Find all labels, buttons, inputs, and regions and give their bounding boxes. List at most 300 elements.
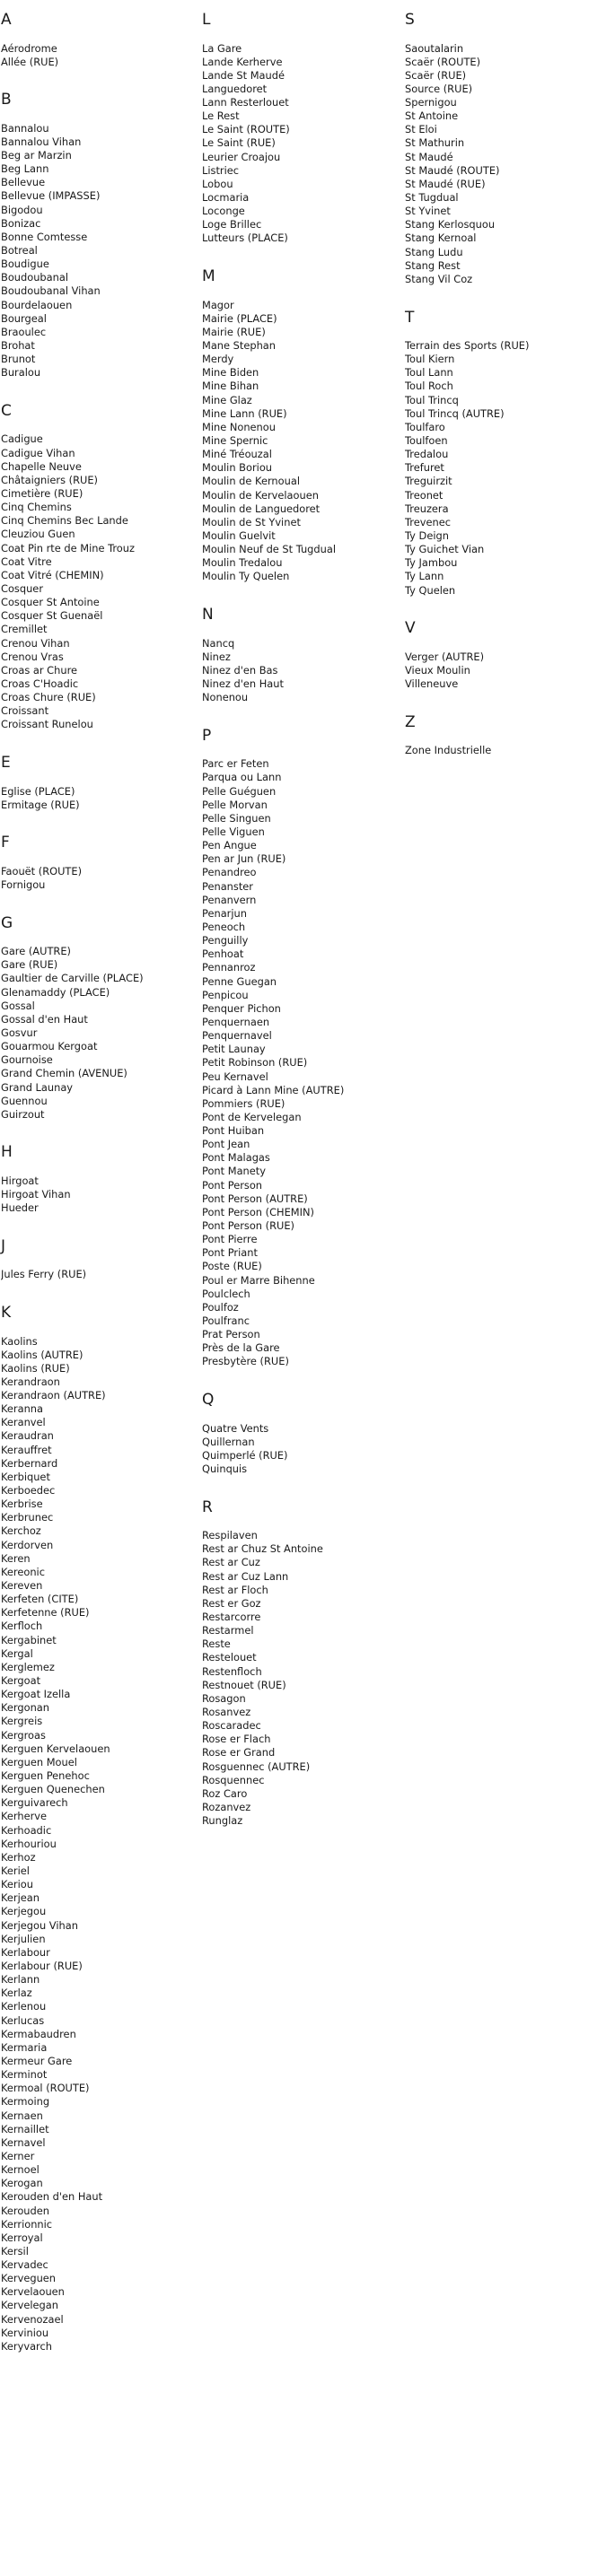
- street-list-item: [1, 1000, 198, 1013]
- street-link[interactable]: Kerchoz: [1, 1524, 41, 1538]
- street-link[interactable]: Kerviniou: [1, 2326, 49, 2339]
- street-list-item: [1, 1188, 198, 1201]
- street-link[interactable]: Cadigue: [1, 432, 43, 446]
- street-link[interactable]: Kergroas: [1, 1728, 46, 1742]
- street-link[interactable]: Croas C'Hoadic: [1, 677, 79, 690]
- street-link[interactable]: Croissant: [1, 704, 49, 718]
- street-link[interactable]: Cadigue Vihan: [1, 446, 75, 459]
- street-link[interactable]: Hirgoat Vihan: [1, 1188, 71, 1201]
- street-link[interactable]: Bannalou: [1, 121, 49, 135]
- street-link[interactable]: Terrain des Sports (RUE): [405, 339, 530, 353]
- street-link[interactable]: Ty Deign: [405, 529, 449, 542]
- street-link[interactable]: Keranvel: [1, 1416, 46, 1429]
- street-link[interactable]: Lande Kerherve: [202, 55, 283, 68]
- street-link[interactable]: Chapelle Neuve: [1, 459, 82, 473]
- street-link[interactable]: Stang Rest: [405, 258, 461, 272]
- street-link[interactable]: Treuzera: [405, 502, 449, 515]
- street-link[interactable]: Kerjean: [1, 1891, 40, 1905]
- street-link[interactable]: Lobou: [202, 177, 233, 190]
- street-list-item: [405, 366, 602, 380]
- street-link[interactable]: Pen Angue: [202, 839, 257, 852]
- street-link[interactable]: Keranna: [1, 1402, 43, 1416]
- street-link[interactable]: Loconge: [202, 205, 245, 218]
- street-link[interactable]: Kermeur Gare: [1, 2054, 73, 2067]
- street-link[interactable]: Kerguen Kervelaouen: [1, 1742, 110, 1755]
- street-link[interactable]: Le Saint (ROUTE): [202, 123, 290, 136]
- street-link[interactable]: Kermoing: [1, 2095, 50, 2109]
- street-link[interactable]: St Maudé (RUE): [405, 177, 486, 190]
- street-link[interactable]: Gossal: [1, 999, 35, 1012]
- street-link[interactable]: Treonet: [405, 488, 444, 502]
- street-link[interactable]: Keryvarch: [1, 2339, 52, 2353]
- street-link[interactable]: Bonizac: [1, 216, 41, 230]
- street-link[interactable]: Kergoat: [1, 1674, 41, 1688]
- street-link[interactable]: Rest ar Cuz Lann: [202, 1569, 289, 1583]
- street-link[interactable]: Gaultier de Carville (PLACE): [1, 972, 144, 985]
- street-link[interactable]: Scaër (RUE): [405, 68, 467, 82]
- street-link[interactable]: Bellevue (IMPASSE): [1, 189, 101, 203]
- street-link[interactable]: Kerandraon: [1, 1375, 60, 1388]
- street-link[interactable]: Parqua ou Lann: [202, 771, 282, 784]
- street-link[interactable]: St Mathurin: [405, 136, 465, 150]
- street-link[interactable]: Kerlann: [1, 1973, 40, 1987]
- street-link[interactable]: Kernoel: [1, 2163, 40, 2177]
- street-link[interactable]: Cinq Chemins Bec Lande: [1, 514, 128, 528]
- street-link[interactable]: Kerandraon (AUTRE): [1, 1389, 106, 1402]
- street-link[interactable]: Pommiers (RUE): [202, 1096, 285, 1110]
- street-link[interactable]: Penpicou: [202, 988, 249, 1001]
- street-link[interactable]: Coat Pin rte de Mine Trouz: [1, 541, 135, 554]
- street-link[interactable]: Poulclech: [202, 1287, 250, 1300]
- street-link[interactable]: Rosagon: [202, 1691, 246, 1705]
- street-link[interactable]: Penhoat: [202, 947, 244, 961]
- street-link[interactable]: Kerherve: [1, 1810, 48, 1823]
- street-link[interactable]: Poulfoz: [202, 1300, 239, 1314]
- street-link[interactable]: Toul Roch: [405, 380, 453, 393]
- street-link[interactable]: Kerhoz: [1, 1850, 36, 1864]
- street-link[interactable]: Cinq Chemins: [1, 501, 72, 514]
- street-link[interactable]: Gossal d'en Haut: [1, 1012, 88, 1026]
- street-link[interactable]: Bourgeal: [1, 311, 47, 325]
- street-link[interactable]: Boudoubanal: [1, 271, 68, 284]
- street-link[interactable]: Kerbrunec: [1, 1511, 54, 1524]
- street-link[interactable]: Keren: [1, 1551, 31, 1565]
- street-link[interactable]: Jules Ferry (RUE): [1, 1268, 87, 1281]
- street-link[interactable]: Moulin Neuf de St Tugdual: [202, 543, 337, 556]
- street-link[interactable]: La Gare: [202, 41, 242, 55]
- street-link[interactable]: Rozanvez: [202, 1800, 251, 1813]
- street-link[interactable]: Kereven: [1, 1579, 43, 1593]
- street-link[interactable]: Cimetière (RUE): [1, 487, 83, 501]
- street-link[interactable]: Kerogan: [1, 2177, 43, 2190]
- street-link[interactable]: Brunot: [1, 353, 36, 366]
- street-link[interactable]: Pont de Kervelegan: [202, 1110, 302, 1123]
- street-link[interactable]: Ty Jambou: [405, 556, 458, 570]
- street-link[interactable]: Miné Tréouzal: [202, 448, 272, 461]
- street-link[interactable]: Scaër (ROUTE): [405, 55, 481, 68]
- street-link[interactable]: Prat Person: [202, 1328, 260, 1341]
- street-link[interactable]: Restnouet (RUE): [202, 1678, 286, 1691]
- street-link[interactable]: Buralou: [1, 366, 41, 380]
- street-link[interactable]: Stang Vil Coz: [405, 272, 473, 285]
- street-link[interactable]: Presbytère (RUE): [202, 1355, 289, 1368]
- street-link[interactable]: Ty Lann: [405, 570, 444, 583]
- street-link[interactable]: Crenou Vihan: [1, 636, 70, 650]
- street-link[interactable]: Pont Person (RUE): [202, 1219, 294, 1233]
- street-link[interactable]: Bonne Comtesse: [1, 230, 88, 243]
- street-link[interactable]: Rose er Grand: [202, 1746, 276, 1760]
- street-link[interactable]: Kaolins (AUTRE): [1, 1348, 83, 1361]
- street-link[interactable]: Penquer Pichon: [202, 1001, 281, 1015]
- street-link[interactable]: Villeneuve: [405, 677, 459, 690]
- street-link[interactable]: Pennanroz: [202, 961, 256, 974]
- street-link[interactable]: Saoutalarin: [405, 41, 464, 55]
- street-link[interactable]: Kerfetenne (RUE): [1, 1606, 90, 1620]
- street-link[interactable]: Penquernaen: [202, 1015, 270, 1028]
- street-link[interactable]: Nonenou: [202, 691, 249, 704]
- street-link[interactable]: Bigodou: [1, 203, 43, 216]
- street-link[interactable]: Braoulec: [1, 325, 47, 338]
- street-link[interactable]: Rest ar Floch: [202, 1583, 268, 1596]
- street-link[interactable]: Respilaven: [202, 1529, 258, 1542]
- street-link[interactable]: Mine Bihan: [202, 380, 259, 393]
- street-link[interactable]: Kerouden d'en Haut: [1, 2190, 103, 2204]
- street-link[interactable]: Languedoret: [202, 82, 268, 95]
- street-list-item: [202, 1733, 400, 1746]
- street-link[interactable]: Loge Brillec: [202, 218, 262, 231]
- street-link[interactable]: Bellevue: [1, 176, 46, 189]
- street-link[interactable]: Lutteurs (PLACE): [202, 231, 288, 245]
- street-link[interactable]: Kerhoadic: [1, 1823, 52, 1837]
- street-link[interactable]: Penquernavel: [202, 1029, 272, 1043]
- street-link[interactable]: Cosquer St Antoine: [1, 596, 100, 609]
- street-link[interactable]: Kergreis: [1, 1715, 43, 1728]
- street-link[interactable]: Pont Manety: [202, 1165, 266, 1178]
- street-link[interactable]: Stang Ludu: [405, 245, 463, 258]
- street-link[interactable]: Kermaria: [1, 2040, 48, 2054]
- street-link[interactable]: Merdy: [202, 353, 234, 366]
- street-link[interactable]: Peneoch: [202, 920, 246, 933]
- street-link[interactable]: Guennou: [1, 1094, 48, 1107]
- street-link[interactable]: Kerdorven: [1, 1538, 54, 1551]
- street-link[interactable]: Rosanvez: [202, 1705, 251, 1718]
- street-link[interactable]: Kersil: [1, 2244, 29, 2257]
- street-link[interactable]: Penarjun: [202, 906, 247, 920]
- street-link[interactable]: Brohat: [1, 339, 35, 353]
- street-list-item: [1, 718, 198, 731]
- street-link[interactable]: Mine Lann (RUE): [202, 406, 287, 420]
- street-link[interactable]: Moulin de St Yvinet: [202, 515, 301, 528]
- street-link[interactable]: Rosquennec: [202, 1773, 265, 1786]
- street-link[interactable]: Kereonic: [1, 1565, 45, 1578]
- street-link[interactable]: Mairie (PLACE): [202, 311, 277, 325]
- street-link[interactable]: Restelouet: [202, 1651, 257, 1664]
- street-link[interactable]: Boudoubanal Vihan: [1, 284, 101, 298]
- street-link[interactable]: Pelle Morvan: [202, 798, 268, 811]
- street-link[interactable]: Gournoise: [1, 1053, 53, 1067]
- street-link[interactable]: Fornigou: [1, 878, 46, 891]
- street-link[interactable]: Cosquer: [1, 582, 43, 595]
- street-link[interactable]: Allée (RUE): [1, 55, 59, 68]
- street-link[interactable]: Kergal: [1, 1646, 33, 1660]
- street-link[interactable]: Kerjulien: [1, 1932, 46, 1945]
- street-link[interactable]: St Eloi: [405, 123, 437, 136]
- street-link[interactable]: Gosvur: [1, 1026, 38, 1039]
- street-link[interactable]: Kergabinet: [1, 1633, 57, 1646]
- street-link[interactable]: St Maudé: [405, 150, 453, 163]
- street-link[interactable]: Restenfloch: [202, 1664, 262, 1678]
- street-link[interactable]: Poul er Marre Bihenne: [202, 1273, 315, 1287]
- street-link[interactable]: Kerbernard: [1, 1456, 58, 1470]
- street-link[interactable]: Rose er Flach: [202, 1733, 271, 1746]
- street-link[interactable]: Vieux Moulin: [405, 663, 470, 677]
- street-link[interactable]: Beg Lann: [1, 162, 49, 176]
- street-link[interactable]: Kerguivarech: [1, 1796, 68, 1810]
- street-link[interactable]: Kerboedec: [1, 1484, 56, 1498]
- street-link[interactable]: Quimperlé (RUE): [202, 1448, 288, 1462]
- street-link[interactable]: Kaolins (RUE): [1, 1361, 70, 1375]
- street-link[interactable]: Mine Spernic: [202, 434, 268, 448]
- street-link[interactable]: Glenamaddy (PLACE): [1, 985, 110, 999]
- street-link[interactable]: Picard à Lann Mine (AUTRE): [202, 1083, 345, 1096]
- street-link[interactable]: Lann Resterlouet: [202, 96, 289, 109]
- street-link[interactable]: Penanster: [202, 879, 253, 893]
- street-link[interactable]: Kervadec: [1, 2258, 48, 2272]
- street-link[interactable]: Le Saint (RUE): [202, 136, 276, 150]
- street-link[interactable]: Penanvern: [202, 893, 257, 906]
- street-link[interactable]: Kerfeten (CITE): [1, 1593, 79, 1606]
- street-link[interactable]: Kerlucas: [1, 2013, 45, 2027]
- street-link[interactable]: Moulin de Kervelaouen: [202, 488, 319, 502]
- street-link[interactable]: Kergoat Izella: [1, 1688, 71, 1701]
- street-link[interactable]: Mairie (RUE): [202, 325, 266, 338]
- street-link[interactable]: Roz Caro: [202, 1786, 248, 1800]
- street-link[interactable]: Parc er Feten: [202, 757, 269, 771]
- street-link[interactable]: Kerguen Penehoc: [1, 1769, 90, 1782]
- street-link[interactable]: Eglise (PLACE): [1, 784, 75, 798]
- street-link[interactable]: Petit Launay: [202, 1043, 266, 1056]
- street-link[interactable]: Quatre Vents: [202, 1421, 269, 1435]
- street-link[interactable]: Près de la Gare: [202, 1341, 280, 1355]
- street-link[interactable]: Coat Vitre: [1, 554, 52, 568]
- street-link[interactable]: St Maudé (ROUTE): [405, 163, 500, 177]
- street-link[interactable]: Zone Industrielle: [405, 744, 492, 757]
- street-link[interactable]: Mine Nonenou: [202, 420, 276, 433]
- street-link[interactable]: Toul Trincq (AUTRE): [405, 406, 505, 420]
- street-link[interactable]: Pelle Viguen: [202, 825, 265, 838]
- street-link[interactable]: Guirzout: [1, 1107, 45, 1121]
- street-link[interactable]: Ty Quelen: [405, 583, 456, 597]
- street-link[interactable]: Kerlabour: [1, 1945, 50, 1959]
- street-link[interactable]: Le Rest: [202, 109, 240, 123]
- street-link[interactable]: Poulfranc: [202, 1314, 250, 1328]
- street-link[interactable]: Aérodrome: [1, 41, 57, 55]
- street-link[interactable]: Poste (RUE): [202, 1260, 262, 1273]
- street-link[interactable]: Leurier Croajou: [202, 150, 281, 163]
- street-link[interactable]: Pelle Singuen: [202, 811, 271, 825]
- street-link[interactable]: Pont Malagas: [202, 1151, 270, 1165]
- street-link[interactable]: Penne Guegan: [202, 974, 277, 988]
- street-link[interactable]: Ninez d'en Haut: [202, 677, 284, 690]
- street-link[interactable]: Kervelegan: [1, 2299, 58, 2312]
- street-link[interactable]: Châtaigniers (RUE): [1, 473, 98, 486]
- street-link[interactable]: Kerhouriou: [1, 1837, 57, 1850]
- street-link[interactable]: Keriel: [1, 1864, 30, 1877]
- street-link[interactable]: Kerglemez: [1, 1660, 55, 1673]
- street-link[interactable]: Reste: [202, 1637, 231, 1651]
- street-link[interactable]: Kerjegou Vihan: [1, 1918, 78, 1932]
- street-link[interactable]: Tredalou: [405, 448, 449, 461]
- street-link[interactable]: St Antoine: [405, 109, 459, 123]
- street-link[interactable]: Kerbrise: [1, 1498, 43, 1511]
- street-link[interactable]: St Yvinet: [405, 205, 451, 218]
- street-link[interactable]: Crenou Vras: [1, 650, 64, 663]
- street-link[interactable]: Kermabaudren: [1, 2027, 76, 2040]
- street-link[interactable]: Restarmel: [202, 1624, 254, 1637]
- street-link[interactable]: Croas Chure (RUE): [1, 691, 96, 704]
- street-link[interactable]: Lande St Maudé: [202, 68, 285, 82]
- street-link[interactable]: Kervelaouen: [1, 2285, 65, 2299]
- street-link[interactable]: Nancq: [202, 636, 235, 650]
- street-link[interactable]: Rest ar Cuz: [202, 1556, 260, 1569]
- street-link[interactable]: Ninez d'en Bas: [202, 663, 278, 677]
- street-link[interactable]: Trefuret: [405, 461, 444, 475]
- street-link[interactable]: Pont Huiban: [202, 1124, 265, 1138]
- street-link[interactable]: Gare (RUE): [1, 958, 58, 972]
- street-link[interactable]: Verger (AUTRE): [405, 650, 485, 663]
- street-link[interactable]: Kerrionnic: [1, 2217, 53, 2231]
- street-link[interactable]: Moulin Boriou: [202, 461, 273, 475]
- street-link[interactable]: Toul Kiern: [405, 353, 455, 366]
- street-link[interactable]: Kerfloch: [1, 1620, 43, 1633]
- street-link[interactable]: Mine Biden: [202, 366, 259, 380]
- street-link[interactable]: Bourdelaouen: [1, 298, 73, 311]
- street-link[interactable]: Gare (AUTRE): [1, 945, 71, 958]
- street-link[interactable]: Faouët (ROUTE): [1, 864, 83, 878]
- street-link[interactable]: Moulin Guelvit: [202, 529, 276, 542]
- street-link[interactable]: Cremillet: [1, 623, 48, 636]
- street-link[interactable]: Ermitage (RUE): [1, 798, 80, 811]
- street-link[interactable]: Moulin de Kernoual: [202, 475, 300, 488]
- street-link[interactable]: Mane Stephan: [202, 339, 277, 353]
- street-link[interactable]: Stang Kernoal: [405, 231, 477, 245]
- street-link[interactable]: Bannalou Vihan: [1, 135, 82, 148]
- street-link[interactable]: Restarcorre: [202, 1611, 261, 1623]
- street-link[interactable]: Petit Robinson (RUE): [202, 1056, 308, 1070]
- street-link[interactable]: Kerveguen: [1, 2272, 57, 2285]
- street-link[interactable]: Kerbiquet: [1, 1470, 50, 1483]
- street-link[interactable]: Pont Priant: [202, 1246, 258, 1260]
- street-link[interactable]: Moulin de Languedoret: [202, 502, 321, 515]
- street-link[interactable]: Croissant Runelou: [1, 718, 93, 731]
- street-list-item: [1, 1095, 198, 1108]
- street-link[interactable]: Pont Person (CHEMIN): [202, 1205, 314, 1218]
- street-link[interactable]: Beg ar Marzin: [1, 149, 72, 162]
- street-link[interactable]: Kerlenou: [1, 2000, 47, 2013]
- street-link[interactable]: Kerlabour (RUE): [1, 1959, 83, 1972]
- street-link[interactable]: Rosguennec (AUTRE): [202, 1760, 311, 1773]
- street-link[interactable]: Roscaradec: [202, 1719, 261, 1733]
- street-link[interactable]: Peu Kernavel: [202, 1070, 268, 1083]
- street-link[interactable]: Keraudran: [1, 1429, 54, 1443]
- street-link[interactable]: Penguilly: [202, 934, 249, 947]
- street-link[interactable]: Kerjegou: [1, 1905, 47, 1918]
- street-link[interactable]: Kerlaz: [1, 1987, 32, 2000]
- street-link[interactable]: Quinquis: [202, 1463, 248, 1476]
- street-link[interactable]: Pont Person: [202, 1178, 263, 1192]
- street-link[interactable]: Stang Kerlosquou: [405, 218, 496, 231]
- street-link[interactable]: Cosquer St Guenaël: [1, 609, 103, 623]
- street-link[interactable]: Trevenec: [405, 515, 451, 528]
- street-list-item: [202, 1746, 400, 1760]
- street-link[interactable]: Coat Vitré (CHEMIN): [1, 568, 104, 581]
- street-link[interactable]: St Tugdual: [405, 191, 459, 205]
- street-link[interactable]: Kerguen Mouel: [1, 1755, 77, 1768]
- street-link[interactable]: Kerguen Quenechen: [1, 1783, 105, 1796]
- street-link[interactable]: Kaolins: [1, 1334, 38, 1348]
- street-link[interactable]: Mine Glaz: [202, 393, 252, 406]
- street-link[interactable]: Kernavel: [1, 2135, 46, 2149]
- street-link[interactable]: Grand Chemin (AVENUE): [1, 1067, 127, 1080]
- street-link[interactable]: Toulfoen: [405, 434, 448, 448]
- street-link[interactable]: Kerauffret: [1, 1443, 52, 1456]
- street-link[interactable]: Kerroyal: [1, 2231, 43, 2244]
- street-link[interactable]: Penandreo: [202, 866, 257, 879]
- street-link[interactable]: Spernigou: [405, 96, 457, 109]
- street-link[interactable]: Pont Jean: [202, 1138, 250, 1151]
- street-link[interactable]: Kermoal (ROUTE): [1, 2082, 90, 2095]
- street-link[interactable]: Cleuziou Guen: [1, 528, 75, 541]
- street-list-item: [1, 1593, 198, 1606]
- street-link[interactable]: Quillernan: [202, 1435, 255, 1448]
- street-link[interactable]: Toul Trincq: [405, 393, 459, 406]
- street-link[interactable]: Moulin Ty Quelen: [202, 570, 290, 583]
- street-link[interactable]: Magor: [202, 298, 234, 311]
- street-link[interactable]: Rest ar Chuz St Antoine: [202, 1542, 323, 1556]
- street-link[interactable]: Moulin Tredalou: [202, 556, 283, 570]
- street-link[interactable]: Kerner: [1, 2149, 35, 2162]
- street-link[interactable]: Listriec: [202, 163, 240, 177]
- street-link[interactable]: Source (RUE): [405, 82, 473, 95]
- street-link[interactable]: Rest er Goz: [202, 1596, 261, 1610]
- street-link[interactable]: Kernaen: [1, 2109, 43, 2122]
- street-link[interactable]: Treguirzit: [405, 475, 452, 488]
- street-link[interactable]: Toulfaro: [405, 420, 445, 433]
- street-link[interactable]: Ninez: [202, 650, 231, 663]
- street-link[interactable]: Croas ar Chure: [1, 663, 78, 677]
- street-link[interactable]: Runglaz: [202, 1814, 243, 1828]
- street-link[interactable]: Pelle Guéguen: [202, 784, 277, 798]
- street-link[interactable]: Toul Lann: [405, 366, 453, 380]
- street-link[interactable]: Locmaria: [202, 191, 250, 205]
- street-link[interactable]: Pont Pierre: [202, 1233, 258, 1246]
- street-link[interactable]: Kernaillet: [1, 2122, 49, 2135]
- street-link[interactable]: Ty Guichet Vian: [405, 543, 485, 556]
- street-link[interactable]: Botreal: [1, 244, 38, 258]
- street-link[interactable]: Pont Person (AUTRE): [202, 1192, 308, 1205]
- street-link[interactable]: Hueder: [1, 1201, 39, 1215]
- street-link[interactable]: Hirgoat: [1, 1174, 39, 1187]
- street-link[interactable]: Pen ar Jun (RUE): [202, 852, 286, 866]
- street-link[interactable]: Kerminot: [1, 2068, 48, 2082]
- street-link[interactable]: Kergonan: [1, 1701, 50, 1715]
- street-link[interactable]: Kerouden: [1, 2204, 49, 2217]
- street-link[interactable]: Kervenozael: [1, 2312, 64, 2326]
- street-link[interactable]: Gouarmou Kergoat: [1, 1040, 98, 1053]
- street-link[interactable]: Keriou: [1, 1878, 33, 1891]
- street-link[interactable]: Grand Launay: [1, 1080, 74, 1094]
- street-link[interactable]: Boudigue: [1, 258, 49, 271]
